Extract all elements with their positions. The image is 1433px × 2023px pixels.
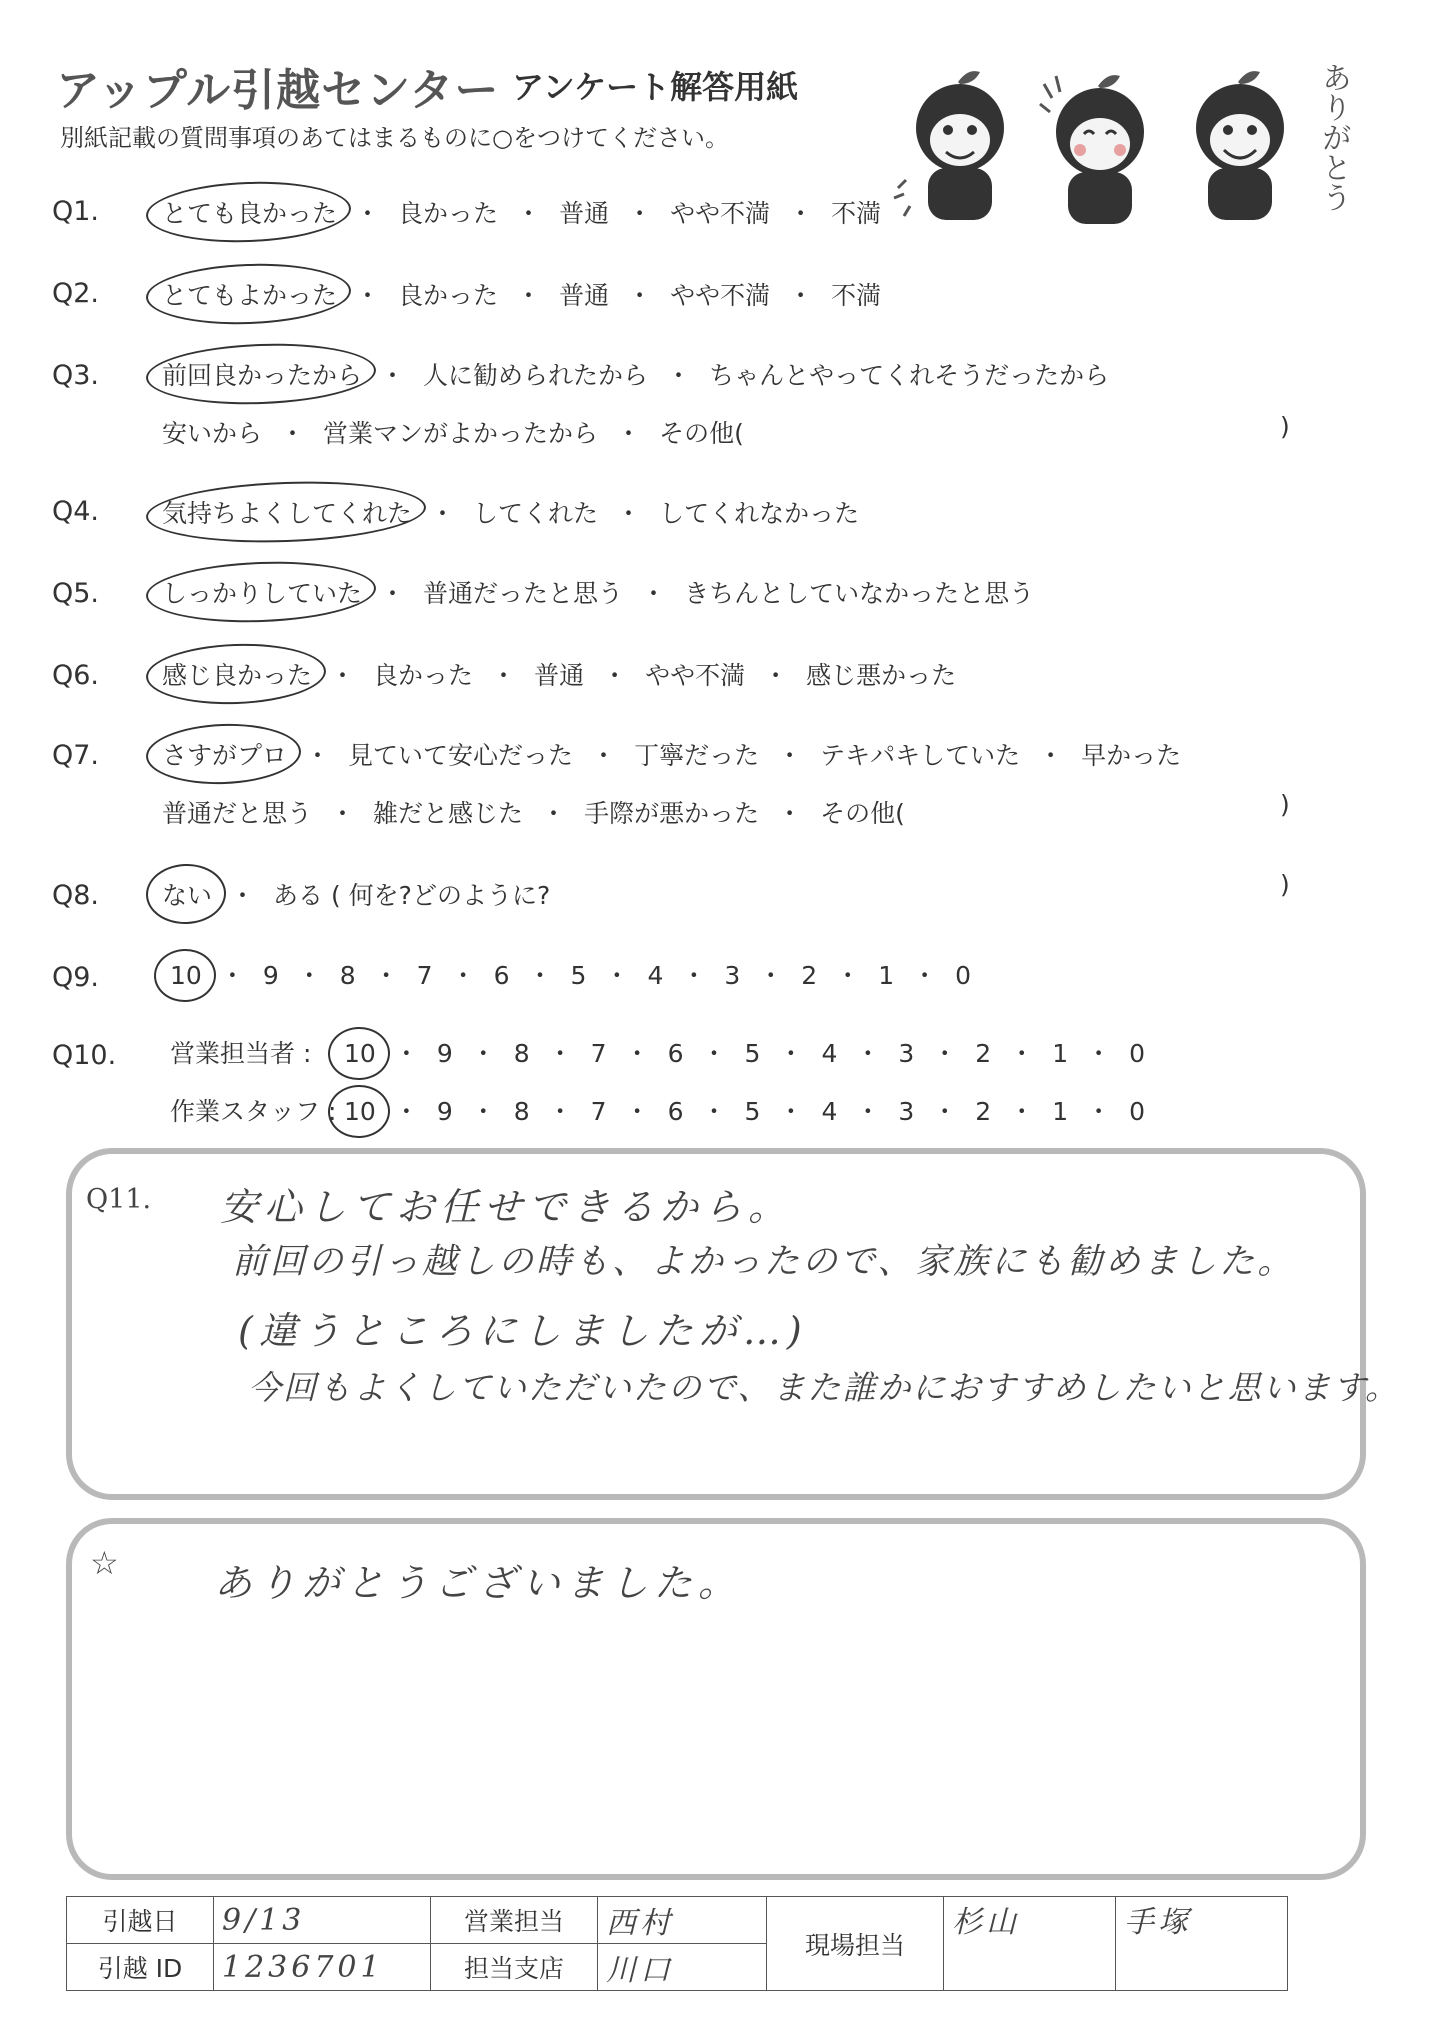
q1-option-3[interactable]: 普通 [559,199,610,228]
sales-rep-text: 西村 [606,1906,674,1941]
q6-options: 感じ良かった ・ 良かった ・ 普通 ・ やや不満 ・ 感じ悪かった [160,656,958,692]
q4-option-2[interactable]: してくれた [473,499,599,528]
move-date-label: 引越日 [67,1897,214,1944]
branch-label: 担当支店 [431,1944,598,1991]
q7-option-2[interactable]: 見ていて安心だった [348,741,574,770]
q6-option-5[interactable]: 感じ悪かった [806,661,957,690]
q10-staff-score-4[interactable]: 4 [821,1097,838,1126]
q3-options-line2: 安いから ・ 営業マンがよかったから ・ その他( [160,414,746,450]
q8-option-2[interactable]: ある ( 何を?どのように? [273,881,551,910]
q7-option-1[interactable]: さすがプロ [160,736,289,772]
site-staff-text-2: 手塚 [1124,1905,1192,1940]
site-staff-text-1: 杉山 [952,1905,1020,1940]
q10-staff-score-9[interactable]: 9 [436,1097,453,1126]
q10-sales-label: 営業担当者 : [170,1039,312,1068]
q1-label: Q1. [52,196,100,227]
q10-staff-score-5[interactable]: 5 [744,1097,761,1126]
q10-sales-score-10[interactable]: 10 [344,1039,376,1068]
star-icon: ☆ [90,1544,119,1582]
q9-score-6[interactable]: 6 [493,961,510,990]
q1-option-2[interactable]: 良かった [398,199,499,228]
mascot-monkey-icon [894,71,1004,220]
company-name: アップル引越センター [56,65,500,116]
mascot-monkey-icon [1196,71,1284,220]
q5-option-3[interactable]: きちんとしていなかったと思う [684,579,1035,608]
q11-comment-line-4: 今回もよくしていただいたので、また誰かにおすすめしたいと思います。 [248,1368,1401,1407]
q10-staff-row: 作業スタッフ : 10 ・ 9 ・ 8 ・ 7 ・ 6 ・ 5 ・ 4 ・ 3 ・ 2 ・ 1 ・ 0 [170,1092,1147,1128]
q2-option-3[interactable]: 普通 [559,281,610,310]
q2-label: Q2. [52,278,100,309]
mascot-monkey-icon [1040,75,1144,224]
sales-rep-label: 営業担当 [431,1897,598,1944]
q7-options-line2: 普通だと思う ・ 雑だと感じた ・ 手際が悪かった ・ その他( [160,794,907,830]
q10-sales-score-7[interactable]: 7 [590,1039,607,1068]
q10-sales-score-8[interactable]: 8 [513,1039,530,1068]
site-staff-value-1[interactable] [944,1897,1116,1991]
q10-staff-score-6[interactable]: 6 [667,1097,684,1126]
q4-label: Q4. [52,496,100,527]
q8-options: ない ・ ある ( 何を?どのように? [160,876,552,912]
q6-label: Q6. [52,660,100,691]
q2-option-4[interactable]: やや不満 [670,281,771,310]
q3-options-line1: 前回良かったから ・ 人に勧められたから ・ ちゃんとやってくれそうだったから [160,356,1111,392]
q10-sales-score-6[interactable]: 6 [667,1039,684,1068]
q10-label: Q10. [52,1040,117,1071]
arigatou-text: ありがとう [1316,62,1351,212]
q2-option-1[interactable]: とてもよかった [160,276,339,312]
mascot-illustration [880,60,1350,230]
q3-paren-close: ) [1280,412,1290,441]
q3-option-other[interactable]: その他( [659,419,744,448]
q2-option-2[interactable]: 良かった [398,281,499,310]
q9-scale: 10 ・ 9 ・ 8 ・ 7 ・ 6 ・ 5 ・ 4 ・ 3 ・ 2 ・ 1 ・ 0 [170,961,972,990]
q8-option-1[interactable]: ない [160,876,214,912]
q3-label: Q3. [52,360,100,391]
q10-staff-score-8[interactable]: 8 [513,1097,530,1126]
q5-option-2[interactable]: 普通だったと思う [423,579,624,608]
q9-score-0[interactable]: 0 [955,961,972,990]
q9-score-9[interactable]: 9 [262,961,279,990]
q9-score-8[interactable]: 8 [339,961,356,990]
q3-option-2[interactable]: 人に勧められたから [423,361,649,390]
q5-options: しっかりしていた ・ 普通だったと思う ・ きちんとしていなかったと思う [160,574,1036,610]
q10-sales-score-0[interactable]: 0 [1129,1039,1146,1068]
form-title: アンケート解答用紙 [512,68,799,106]
q3-option-1[interactable]: 前回良かったから [160,356,364,392]
q3-option-5[interactable]: 営業マンがよかったから [323,419,599,448]
branch-value[interactable] [598,1944,767,1991]
q11-comment-line-2: 前回の引っ越しの時も、よかったので、家族にも勧めました。 [232,1242,1296,1282]
q1-options: とても良かった ・ 良かった ・ 普通 ・ やや不満 ・ 不満 [160,194,883,230]
move-id-label: 引越 ID [67,1944,214,1991]
q10-staff-score-7[interactable]: 7 [590,1097,607,1126]
q7-option-7[interactable]: 雑だと感じた [373,799,524,828]
q9-score-7[interactable]: 7 [416,961,433,990]
q8-label: Q8. [52,880,100,911]
sales-rep-value[interactable] [598,1897,767,1944]
q10-staff-score-10[interactable]: 10 [344,1097,376,1126]
q10-sales-score-4[interactable]: 4 [821,1039,838,1068]
q9-score-3[interactable]: 3 [724,961,741,990]
q7-option-4[interactable]: テキパキしていた [820,741,1021,770]
q6-option-2[interactable]: 良かった [373,661,474,690]
q6-option-1[interactable]: 感じ良かった [160,656,314,692]
q7-option-other[interactable]: その他( [820,799,905,828]
q9-label: Q9. [52,962,100,993]
q2-option-5[interactable]: 不満 [831,281,882,310]
q8-paren-close: ) [1280,870,1290,899]
q9-score-5[interactable]: 5 [570,961,587,990]
site-staff-value-2[interactable] [1116,1897,1288,1991]
q10-sales-row: 営業担当者 : 10 ・ 9 ・ 8 ・ 7 ・ 6 ・ 5 ・ 4 ・ 3 ・ 2 ・ 1 ・ 0 [170,1034,1147,1070]
q10-staff-score-2[interactable]: 2 [975,1097,992,1126]
q4-option-3[interactable]: してくれなかった [659,499,860,528]
q11-comment-line-3: (違うところにしましたが…) [238,1309,808,1353]
q3-option-4[interactable]: 安いから [162,419,263,448]
q10-sales-score-3[interactable]: 3 [898,1039,915,1068]
q10-staff-score-3[interactable]: 3 [898,1097,915,1126]
move-id-value[interactable] [214,1944,431,1991]
instruction-text: 別紙記載の質問事項のあてはまるものに○をつけてください。 [60,124,729,152]
q10-sales-score-5[interactable]: 5 [744,1039,761,1068]
q4-option-1[interactable]: 気持ちよくしてくれた [160,494,414,530]
q1-option-1[interactable]: とても良かった [160,194,339,230]
q6-option-4[interactable]: やや不満 [645,661,746,690]
q1-option-5[interactable]: 不満 [831,199,882,228]
q2-options: とてもよかった ・ 良かった ・ 普通 ・ やや不満 ・ 不満 [160,276,883,312]
q10-sales-score-1[interactable]: 1 [1052,1039,1069,1068]
move-id-text: 1236701 [222,1949,384,1985]
move-date-text: 9/13 [222,1902,306,1938]
q10-staff-label: 作業スタッフ : [170,1097,337,1126]
q7-option-3[interactable]: 丁寧だった [634,741,760,770]
q3-option-3[interactable]: ちゃんとやってくれそうだったから [709,361,1110,390]
q4-options: 気持ちよくしてくれた ・ してくれた ・ してくれなかった [160,494,861,530]
q11-comment-line-1: 安心してお任せできるから。 [220,1185,793,1229]
q7-label: Q7. [52,740,100,771]
q10-sales-score-2[interactable]: 2 [975,1039,992,1068]
q10-staff-score-1[interactable]: 1 [1052,1097,1069,1126]
q5-option-1[interactable]: しっかりしていた [160,574,364,610]
q9-score-1[interactable]: 1 [878,961,895,990]
q7-option-5[interactable]: 早かった [1081,741,1182,770]
q10-sales-score-9[interactable]: 9 [436,1039,453,1068]
q1-option-4[interactable]: やや不満 [670,199,771,228]
branch-text: 川口 [606,1953,674,1988]
q5-label: Q5. [52,578,100,609]
q7-paren-close: ) [1280,790,1290,819]
q10-staff-score-0[interactable]: 0 [1129,1097,1146,1126]
q6-option-3[interactable]: 普通 [534,661,585,690]
site-staff-label: 現場担当 [767,1897,944,1991]
q9-score-4[interactable]: 4 [647,961,664,990]
q7-option-8[interactable]: 手際が悪かった [584,799,760,828]
extra-comment-line-1: ありがとうございました。 [214,1561,743,1605]
q7-option-6[interactable]: 普通だと思う [162,799,313,828]
q9-score-10[interactable]: 10 [170,961,202,990]
q11-label: Q11. [86,1184,152,1215]
q9-score-2[interactable]: 2 [801,961,818,990]
q7-options-line1: さすがプロ ・ 見ていて安心だった ・ 丁寧だった ・ テキパキしていた ・ 早かった [160,736,1183,772]
footer-info-table [66,1896,1288,1991]
move-date-value[interactable] [214,1897,431,1944]
